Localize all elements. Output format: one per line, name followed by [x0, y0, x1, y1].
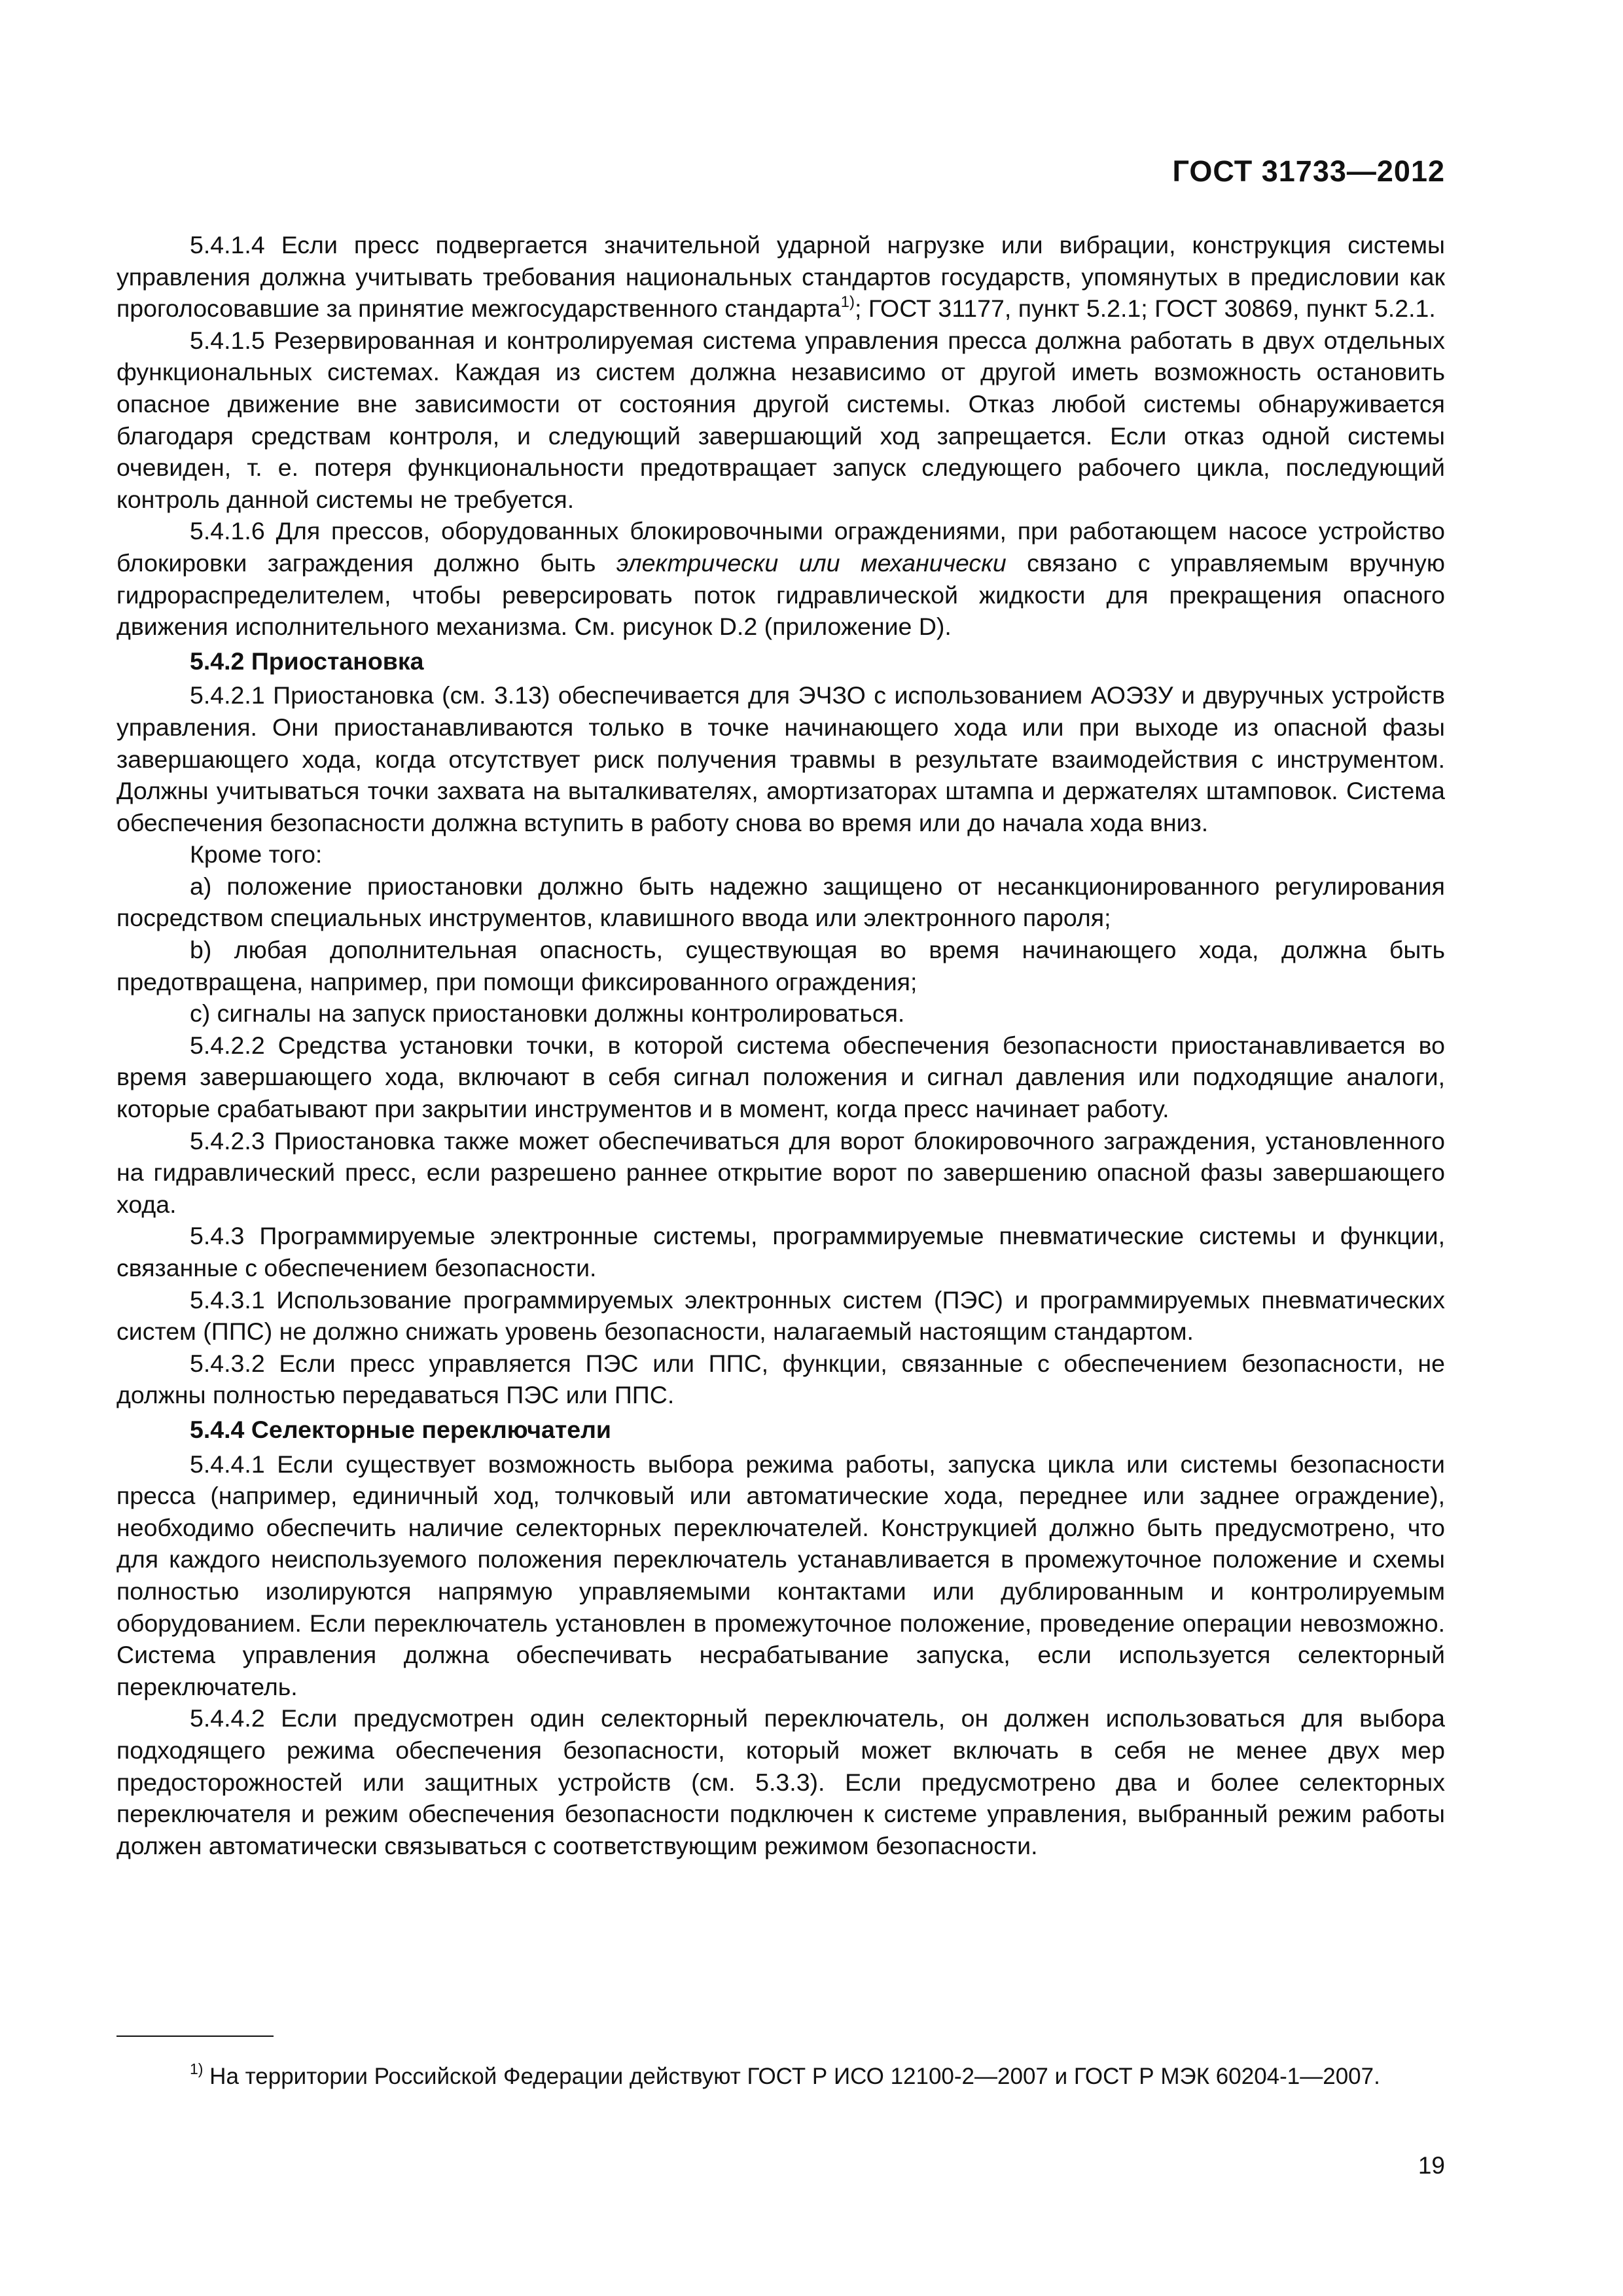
footnote-text-line	[116, 2062, 1445, 2092]
paragraph-5-4-2-1: 5.4.2.1 Приостановка (см. 3.13) обеспечивается для ЭЧЗО с использованием АОЭЗУ и двуручных устройств управления. Они приостанавливаются только в точке начинающего хода или при выходе из опасной фазы завершающего хода, когда отсутствует риск получения травмы в результате взаимодействия с инструментом. Должны учитываться точки захвата на выталкивателях, амортизаторах штампа и держателях штамповок. Система обеспечения безопасности должна вступить в работу снова во время или до начала хода вниз.	[116, 681, 1445, 836]
paragraph-5-4-1-4-text-a: 5.4.1.4 Если пресс подвергается значительной ударной нагрузке или вибрации, конструкция системы управления должна учитывать требования национальных стандартов государств, упомянутых в предисловии как проголосовавшие за принятие межгосударственного стандарта	[116, 231, 1445, 323]
paragraph-5-4-1-6-italic: электрически или механически	[616, 548, 1007, 577]
footnote-divider	[116, 2036, 274, 2037]
footnote-reference: 1)	[840, 293, 855, 311]
page-number: 19	[1418, 2152, 1445, 2179]
footnote	[116, 2062, 1445, 2092]
footnote-marker: 1)	[190, 2060, 204, 2078]
paragraph-5-4-3-1: 5.4.3.1 Использование программируемых электронных систем (ПЭС) и программируемых пневматических систем (ППС) не должно снижать уровень безопасности, налагаемый настоящим стандартом.	[116, 1285, 1445, 1346]
paragraph-5-4-3: 5.4.3 Программируемые электронные системы, программируемые пневматические системы и функции, связанные с обеспечением безопасности.	[116, 1222, 1445, 1282]
paragraph-5-4-3-2: 5.4.3.2 Если пресс управляется ПЭС или ППС, функции, связанные с обеспечением безопасности, не должны полностью передаваться ПЭС или ППС.	[116, 1349, 1445, 1409]
paragraph-5-4-1-6	[116, 515, 1445, 642]
paragraph-5-4-1-4-text-b: ; ГОСТ 31177, пункт 5.2.1; ГОСТ 30869, пункт 5.2.1.	[855, 295, 1436, 323]
footnote-text: На территории Российской Федерации действуют ГОСТ Р ИСО 12100-2—2007 и ГОСТ Р МЭК 60204-1—2007.	[203, 2064, 1380, 2089]
document-body	[116, 229, 1445, 1861]
paragraph-5-4-1-6-text-a: 5.4.1.6 Для прессов, оборудованных блокировочными ограждениями, при работающем насосе устройство блокировки заграждения должно быть	[116, 517, 1445, 577]
paragraph-5-4-1-6-text-b: связано с управляемым вручную гидрораспределителем, чтобы реверсировать поток гидравлической жидкости для прекращения опасного движения исполнительного механизма. См. рисунок D.2 (приложение D).	[116, 548, 1445, 641]
paragraph-5-4-4-1: 5.4.4.1 Если существует возможность выбора режима работы, запуска цикла или системы безопасности пресса (например, единичный ход, толчковый или автоматические хода, переднее или заднее ограждение), необходимо обеспечить наличие селекторных переключателей. Конструкцией должно быть предусмотрено, что для каждого неиспользуемого положения переключатель устанавливается в промежуточное положение и схемы полностью изолируются напрямую управляемыми контактами или дублированным и контролируемым оборудованием. Если переключатель установлен в промежуточное положение, проведение операции невозможно. Система управления должна обеспечивать несрабатывание запуска, если используется селекторный переключатель.	[116, 1450, 1445, 1700]
document-header: ГОСТ 31733—2012	[1172, 154, 1445, 188]
list-item-b: b) любая дополнительная опасность, существующая во время начинающего хода, должна быть предотвращена, например, при помощи фиксированного ограждения;	[116, 936, 1445, 996]
paragraph-5-4-1-5: 5.4.1.5 Резервированная и контролируемая система управления пресса должна работать в двух отдельных функциональных системах. Каждая из систем должна независимо от другой иметь возможность остановить опасное движение вне зависимости от состояния другой системы. Отказ любой системы обнаруживается благодаря средствам контроля, и следующий завершающий ход запрещается. Если отказ одной системы очевиден, т. е. потеря функциональности предотвращает запуск следующего рабочего цикла, последующий контроль данной системы не требуется.	[116, 326, 1445, 513]
list-item-c: c) сигналы на запуск приостановки должны контролироваться.	[190, 999, 905, 1028]
section-heading-5-4-4: 5.4.4 Селекторные переключатели	[190, 1415, 611, 1443]
paragraph-kromе-togo: Кроме того:	[190, 840, 323, 869]
paragraph-5-4-4-2: 5.4.4.2 Если предусмотрен один селекторный переключатель, он должен использоваться для выбора подходящего режима обеспечения безопасности, который может включать в себя не менее двух мер предосторожностей или защитных устройств (см. 5.3.3). Если предусмотрено два и более селекторных переключателя и режим обеспечения безопасности подключен к системе управления, выбранный режим работы должен автоматически связываться с соответствующим режимом безопасности.	[116, 1704, 1445, 1859]
paragraph-5-4-2-3: 5.4.2.3 Приостановка также может обеспечиваться для ворот блокировочного заграждения, установленного на гидравлический пресс, если разрешено раннее открытие ворот по завершению опасной фазы завершающего хода.	[116, 1126, 1445, 1218]
paragraph-5-4-1-4	[116, 229, 1445, 325]
list-item-a: a) положение приостановки должно быть надежно защищено от несанкционированного регулирования посредством специальных инструментов, клавишного ввода или электронного пароля;	[116, 872, 1445, 932]
paragraph-5-4-2-2: 5.4.2.2 Средства установки точки, в которой система обеспечения безопасности приостанавливается во время завершающего хода, включают в себя сигнал положения и сигнал давления или подходящие аналоги, которые срабатывают при закрытии инструментов и в момент, когда пресс начинает работу.	[116, 1031, 1445, 1123]
section-heading-5-4-2: 5.4.2 Приостановка	[190, 647, 424, 675]
